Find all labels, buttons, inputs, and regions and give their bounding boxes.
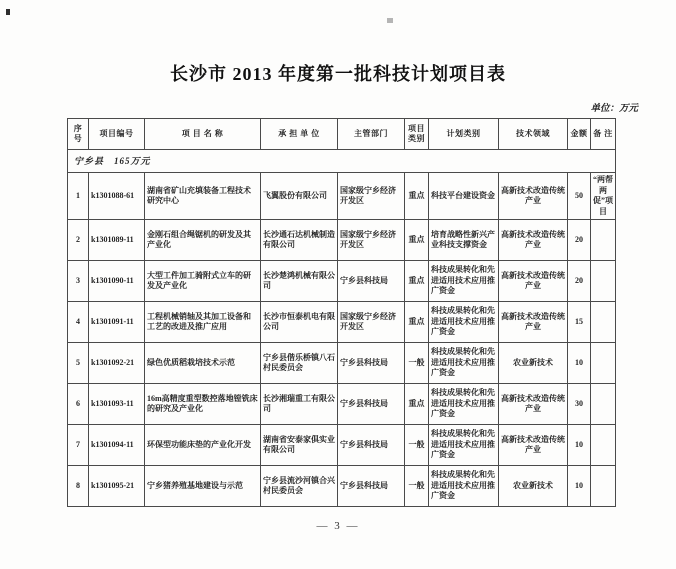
cell-seq: 5 bbox=[68, 343, 89, 384]
cell-seq: 2 bbox=[68, 220, 89, 261]
cell-department: 国家级宁乡经济开发区 bbox=[338, 220, 405, 261]
cell-name: 绿色优质稻栽培技术示范 bbox=[145, 343, 261, 384]
cell-undertaker: 长沙湘瑞重工有限公司 bbox=[261, 384, 338, 425]
cell-department: 宁乡县科技局 bbox=[338, 343, 405, 384]
cell-undertaker: 湖南省安泰家俱实业有限公司 bbox=[261, 425, 338, 466]
cell-category: 一般 bbox=[405, 466, 429, 507]
cell-remark bbox=[591, 466, 616, 507]
cell-remark bbox=[591, 220, 616, 261]
cell-seq: 4 bbox=[68, 302, 89, 343]
cell-code: k1301088-61 bbox=[89, 173, 145, 220]
cell-amount: 15 bbox=[568, 302, 591, 343]
col-header-plan-type: 计划类别 bbox=[429, 119, 499, 150]
cell-seq: 6 bbox=[68, 384, 89, 425]
col-header-tech-field: 技术领域 bbox=[499, 119, 568, 150]
cell-remark bbox=[591, 384, 616, 425]
cell-undertaker: 长沙市恒泰机电有限公司 bbox=[261, 302, 338, 343]
cell-undertaker: 长沙通石达机械制造有限公司 bbox=[261, 220, 338, 261]
page-number: — 3 — bbox=[316, 520, 360, 532]
cell-plan-type: 科技成果转化和先进适用技术应用推广资金 bbox=[429, 261, 499, 302]
table-row bbox=[68, 425, 616, 466]
cell-amount: 50 bbox=[568, 173, 591, 220]
col-header-name: 项 目 名 称 bbox=[145, 119, 261, 150]
cell-seq: 1 bbox=[68, 173, 89, 220]
cell-category: 重点 bbox=[405, 302, 429, 343]
group-row-label: 宁乡县 165万元 bbox=[68, 150, 616, 173]
cell-category: 重点 bbox=[405, 220, 429, 261]
table-row bbox=[68, 384, 616, 425]
table-header-row bbox=[68, 119, 616, 150]
cell-remark: “两帮两促”项目 bbox=[591, 173, 616, 220]
cell-tech-field: 农业新技术 bbox=[499, 343, 568, 384]
cell-amount: 10 bbox=[568, 425, 591, 466]
cell-tech-field: 高新技术改造传统产业 bbox=[499, 384, 568, 425]
col-header-remark: 备 注 bbox=[591, 119, 616, 150]
cell-amount: 30 bbox=[568, 384, 591, 425]
cell-department: 国家级宁乡经济开发区 bbox=[338, 173, 405, 220]
cell-department: 宁乡县科技局 bbox=[338, 425, 405, 466]
col-header-undertaker: 承 担 单 位 bbox=[261, 119, 338, 150]
cell-name: 湖南省矿山充填装备工程技术研究中心 bbox=[145, 173, 261, 220]
table-row bbox=[68, 261, 616, 302]
cell-plan-type: 科技成果转化和先进适用技术应用推广资金 bbox=[429, 384, 499, 425]
cell-plan-type: 科技成果转化和先进适用技术应用推广资金 bbox=[429, 343, 499, 384]
cell-code: k1301092-21 bbox=[89, 343, 145, 384]
col-header-amount: 金额 bbox=[568, 119, 591, 150]
cell-amount: 10 bbox=[568, 466, 591, 507]
table-row bbox=[68, 343, 616, 384]
cell-remark bbox=[591, 261, 616, 302]
cell-plan-type: 科技成果转化和先进适用技术应用推广资金 bbox=[429, 425, 499, 466]
cell-code: k1301095-21 bbox=[89, 466, 145, 507]
cell-plan-type: 科技平台建设资金 bbox=[429, 173, 499, 220]
cell-seq: 8 bbox=[68, 466, 89, 507]
unit-label: 单位：万元 bbox=[590, 104, 638, 114]
cell-plan-type: 科技成果转化和先进适用技术应用推广资金 bbox=[429, 302, 499, 343]
cell-name: 16m高精度重型数控落地镗铣床的研究及产业化 bbox=[145, 384, 261, 425]
page-title: 长沙市 2013 年度第一批科技计划项目表 bbox=[170, 64, 506, 84]
cell-undertaker: 长沙楚鸿机械有限公司 bbox=[261, 261, 338, 302]
project-table bbox=[67, 118, 616, 507]
scan-artifact bbox=[6, 9, 10, 15]
col-header-code: 项目编号 bbox=[89, 119, 145, 150]
cell-category: 重点 bbox=[405, 173, 429, 220]
cell-seq: 7 bbox=[68, 425, 89, 466]
cell-undertaker: 宁乡县流沙河镇合兴村民委员会 bbox=[261, 466, 338, 507]
cell-remark bbox=[591, 425, 616, 466]
cell-tech-field: 高新技术改造传统产业 bbox=[499, 425, 568, 466]
cell-undertaker: 宁乡县偕乐桥镇八石村民委员会 bbox=[261, 343, 338, 384]
cell-code: k1301089-11 bbox=[89, 220, 145, 261]
table-row bbox=[68, 173, 616, 220]
cell-department: 宁乡县科技局 bbox=[338, 466, 405, 507]
cell-category: 重点 bbox=[405, 261, 429, 302]
cell-name: 金刚石组合绳锯机的研发及其产业化 bbox=[145, 220, 261, 261]
table-row bbox=[68, 466, 616, 507]
cell-code: k1301090-11 bbox=[89, 261, 145, 302]
cell-tech-field: 农业新技术 bbox=[499, 466, 568, 507]
cell-code: k1301094-11 bbox=[89, 425, 145, 466]
cell-name: 工程机械销轴及其加工设备和工艺的改进及推广应用 bbox=[145, 302, 261, 343]
col-header-category: 项目类别 bbox=[405, 119, 429, 150]
cell-department: 国家级宁乡经济开发区 bbox=[338, 302, 405, 343]
cell-tech-field: 高新技术改造传统产业 bbox=[499, 302, 568, 343]
cell-name: 环保型功能床垫的产业化开发 bbox=[145, 425, 261, 466]
cell-remark bbox=[591, 343, 616, 384]
cell-plan-type: 科技成果转化和先进适用技术应用推广资金 bbox=[429, 466, 499, 507]
cell-department: 宁乡县科技局 bbox=[338, 261, 405, 302]
cell-tech-field: 高新技术改造传统产业 bbox=[499, 173, 568, 220]
cell-amount: 20 bbox=[568, 261, 591, 302]
scan-artifact bbox=[387, 18, 393, 23]
cell-undertaker: 飞翼股份有限公司 bbox=[261, 173, 338, 220]
col-header-seq: 序号 bbox=[68, 119, 89, 150]
cell-amount: 10 bbox=[568, 343, 591, 384]
cell-category: 一般 bbox=[405, 425, 429, 466]
cell-code: k1301093-11 bbox=[89, 384, 145, 425]
table-row bbox=[68, 302, 616, 343]
cell-category: 重点 bbox=[405, 384, 429, 425]
cell-tech-field: 高新技术改造传统产业 bbox=[499, 220, 568, 261]
cell-code: k1301091-11 bbox=[89, 302, 145, 343]
cell-category: 一般 bbox=[405, 343, 429, 384]
table-row bbox=[68, 220, 616, 261]
cell-seq: 3 bbox=[68, 261, 89, 302]
cell-remark bbox=[591, 302, 616, 343]
cell-department: 宁乡县科技局 bbox=[338, 384, 405, 425]
cell-name: 大型工件加工骑附式立车的研发及产业化 bbox=[145, 261, 261, 302]
cell-plan-type: 培育战略性新兴产业科技支撑资金 bbox=[429, 220, 499, 261]
cell-name: 宁乡猪养殖基地建设与示范 bbox=[145, 466, 261, 507]
col-header-department: 主管部门 bbox=[338, 119, 405, 150]
cell-amount: 20 bbox=[568, 220, 591, 261]
cell-tech-field: 高新技术改造传统产业 bbox=[499, 261, 568, 302]
group-row-ningxiang bbox=[68, 150, 616, 173]
